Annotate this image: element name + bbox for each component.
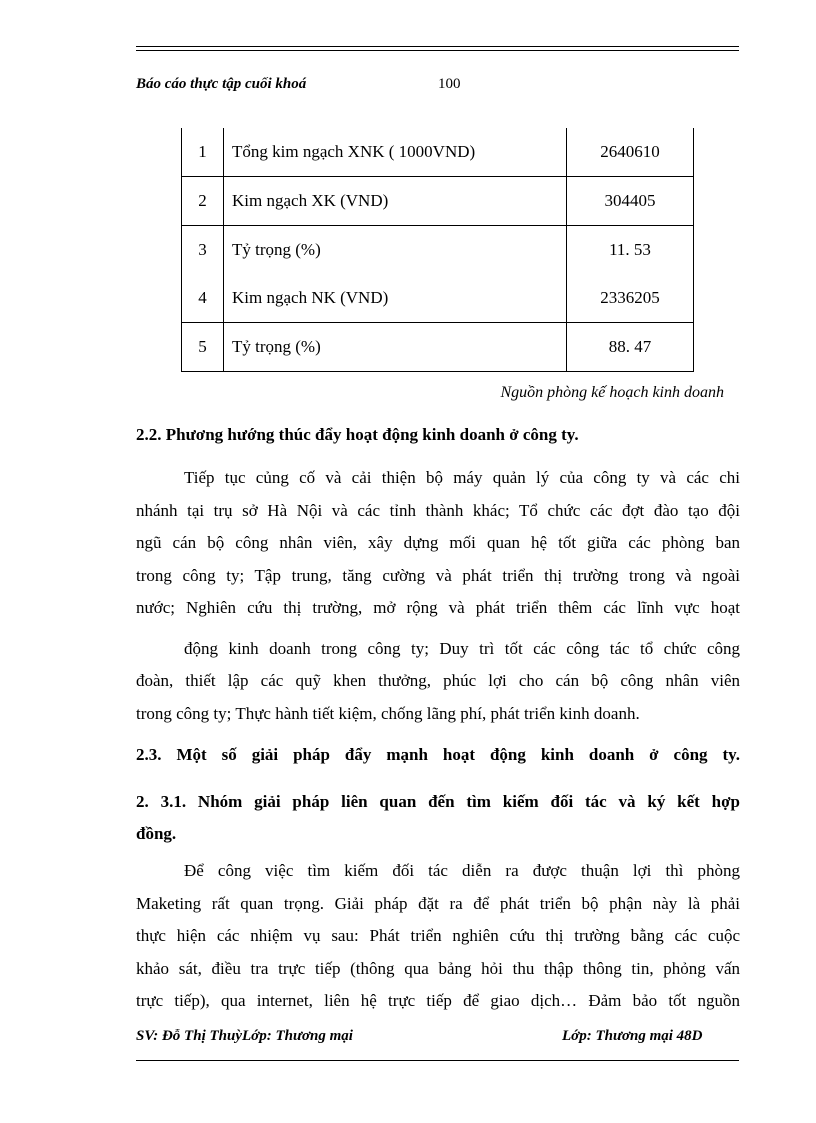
text-line: Maketing rất quan trọng. Giải pháp đặt ra để phát triển bộ phận này là phải — [136, 893, 740, 913]
row-label: Tỷ trọng (%) — [224, 323, 567, 372]
text-line: trong công ty; Thực hành tiết kiệm, chống lãng phí, phát triển kinh doanh. — [136, 703, 640, 723]
row-value: 11. 53 — [567, 226, 694, 275]
text-line: Tiếp tục củng cố và cải thiện bộ máy quản lý của công ty và các chi — [184, 468, 740, 487]
text-line: nhánh tại trụ sở Hà Nội và các tỉnh thành khác; Tổ chức các đợt đào tạo đội — [136, 500, 740, 520]
row-value: 304405 — [567, 177, 694, 226]
table-row — [182, 323, 694, 372]
text-line: đoàn, thiết lập các quỹ khen thưởng, phúc lợi cho cán bộ công nhân viên — [136, 671, 740, 690]
row-number: 5 — [182, 323, 224, 372]
text-line: khảo sát, điều tra trực tiếp (thông qua bảng hỏi thu thập thông tin, phỏng vấn — [136, 958, 740, 978]
heading-line: đồng. — [136, 824, 177, 843]
paragraph-2-2 — [136, 462, 740, 730]
row-number: 3 — [182, 226, 224, 275]
header-title: Báo cáo thực tập cuối khoá — [136, 76, 307, 92]
table-row — [182, 128, 694, 177]
page-number: 100 — [438, 76, 461, 92]
text-line: trực tiếp), qua internet, liên hệ trực tiếp để giao dịch… Đảm bảo tốt nguồn — [136, 991, 740, 1010]
heading-line: 2. 3.1. Nhóm giải pháp liên quan đến tìm kiếm đối tác và ký kết hợp — [136, 792, 740, 811]
row-value: 2336205 — [567, 274, 694, 323]
row-label: Tổng kim ngạch XNK ( 1000VND) — [224, 128, 567, 177]
text-line: Để công việc tìm kiếm đối tác diễn ra được thuận lợi thì phòng — [184, 861, 740, 880]
footer-class: Lớp: Thương mại 48D — [562, 1028, 703, 1044]
text-line: nước; Nghiên cứu thị trường, mở rộng và phát triển thêm các lĩnh vực hoạt — [136, 598, 740, 617]
text-line: thực hiện các nhiệm vụ sau: Phát triển nghiên cứu thị trường bằng các cuộc — [136, 926, 740, 945]
sub-heading-2-3-1 — [136, 786, 740, 850]
text-line: trong công ty; Tập trung, tăng cường và phát triển thị trường trong và ngoài — [136, 565, 740, 585]
table-row — [182, 274, 694, 323]
row-label: Kim ngạch NK (VND) — [224, 274, 567, 323]
table-source-note: Nguồn phòng kế hoạch kinh doanh — [500, 384, 724, 401]
footer-rule — [136, 1060, 739, 1061]
table-row — [182, 177, 694, 226]
section-heading-2-3 — [136, 745, 740, 765]
row-number: 4 — [182, 274, 224, 323]
text-line: động kinh doanh trong công ty; Duy trì tốt các công tác tổ chức công — [184, 638, 740, 658]
row-label: Tỷ trọng (%) — [224, 226, 567, 275]
heading-line: 2.3. Một số giải pháp đẩy mạnh hoạt động kinh doanh ở công ty. — [136, 745, 740, 764]
header-rule — [136, 46, 739, 51]
row-number: 1 — [182, 128, 224, 177]
section-heading-2-2: 2.2. Phương hướng thúc đẩy hoạt động kinh doanh ở công ty. — [136, 425, 579, 444]
paragraph-2-3-1 — [136, 855, 740, 1018]
row-label: Kim ngạch XK (VND) — [224, 177, 567, 226]
footer-student: SV: Đỗ Thị ThuỳLớp: Thương mại — [136, 1028, 353, 1044]
row-value: 88. 47 — [567, 323, 694, 372]
row-number: 2 — [182, 177, 224, 226]
text-line: ngũ cán bộ công nhân viên, xây dựng mối quan hệ tốt giữa các phòng ban — [136, 533, 740, 552]
row-value: 2640610 — [567, 128, 694, 177]
table-row — [182, 226, 694, 275]
statistics-table — [181, 128, 694, 372]
